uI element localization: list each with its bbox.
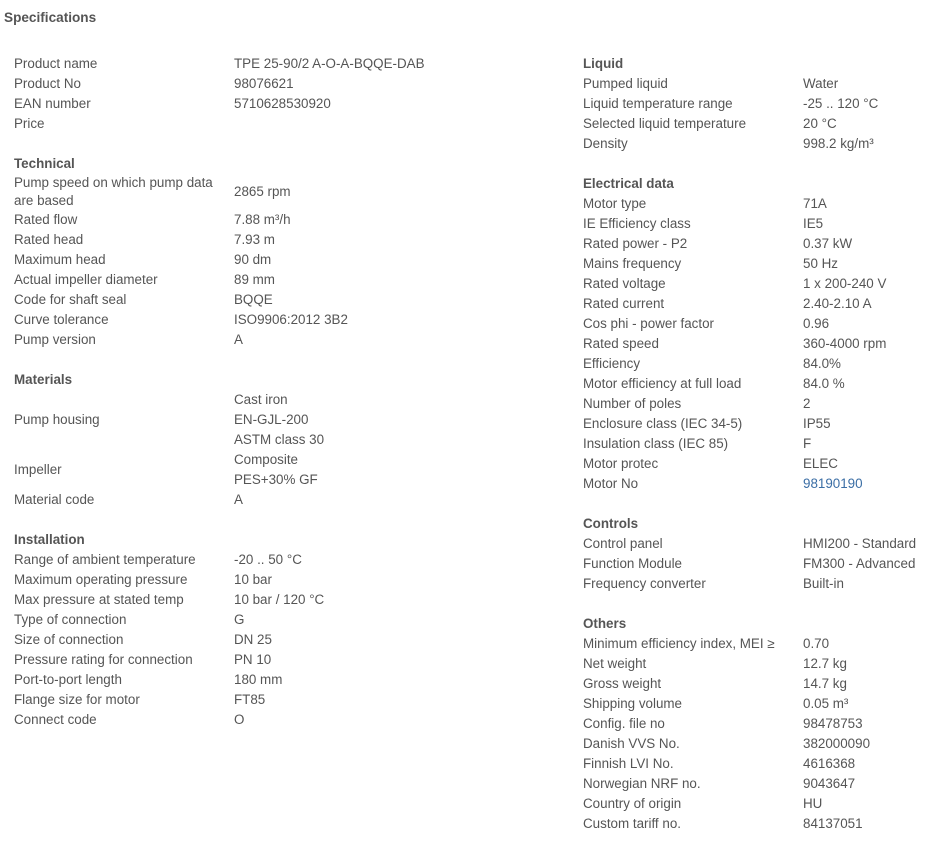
spec-values bbox=[803, 554, 923, 574]
spec-label: Pumped liquid bbox=[583, 76, 668, 91]
spec-label: Enclosure class (IEC 34-5) bbox=[583, 416, 743, 431]
spec-values bbox=[803, 674, 923, 694]
spec-value: 7.93 m bbox=[234, 232, 275, 247]
spec-label: Efficiency bbox=[583, 356, 641, 371]
spec-label: Rated power - P2 bbox=[583, 236, 688, 251]
spec-row bbox=[14, 174, 534, 210]
section-technical bbox=[14, 154, 534, 350]
spec-values bbox=[234, 54, 534, 74]
section-liquid bbox=[583, 54, 923, 154]
spec-value: 9043647 bbox=[803, 776, 856, 791]
spec-label: Pressure rating for connection bbox=[14, 652, 193, 667]
spec-row bbox=[583, 434, 923, 454]
spec-values bbox=[803, 194, 923, 214]
spec-values bbox=[803, 334, 923, 354]
spec-row bbox=[583, 634, 923, 654]
section-title: Installation bbox=[14, 532, 85, 547]
spec-row bbox=[583, 714, 923, 734]
spec-label: Net weight bbox=[583, 656, 647, 671]
spec-value: PN 10 bbox=[234, 652, 272, 667]
spec-value: 360-4000 rpm bbox=[803, 336, 887, 351]
spec-label: Actual impeller diameter bbox=[14, 272, 158, 287]
spec-row bbox=[14, 94, 534, 114]
section-title: Electrical data bbox=[583, 176, 674, 191]
spec-value: -25 .. 120 °C bbox=[803, 96, 879, 111]
spec-label: Cos phi - power factor bbox=[583, 316, 714, 331]
spec-values bbox=[234, 490, 534, 510]
spec-row bbox=[583, 774, 923, 794]
spec-value: 0.96 bbox=[803, 316, 830, 331]
spec-value: 98478753 bbox=[803, 716, 863, 731]
spec-row bbox=[14, 630, 534, 650]
spec-value: BQQE bbox=[234, 292, 273, 307]
spec-label: Motor No bbox=[583, 476, 639, 491]
spec-value: 180 mm bbox=[234, 672, 283, 687]
spec-row bbox=[14, 54, 534, 74]
spec-label: Curve tolerance bbox=[14, 312, 109, 327]
spec-row bbox=[583, 94, 923, 114]
spec-values bbox=[803, 414, 923, 434]
spec-row bbox=[14, 710, 534, 730]
spec-values bbox=[803, 74, 923, 94]
spec-row bbox=[14, 570, 534, 590]
spec-row bbox=[14, 550, 534, 570]
spec-label: Maximum head bbox=[14, 252, 106, 267]
spec-values bbox=[803, 134, 923, 154]
spec-values bbox=[234, 630, 534, 650]
spec-values bbox=[803, 94, 923, 114]
spec-label: Rated current bbox=[583, 296, 665, 311]
spec-values bbox=[234, 690, 534, 710]
spec-values bbox=[803, 214, 923, 234]
spec-value: 0.70 bbox=[803, 636, 830, 651]
spec-value: 5710628530920 bbox=[234, 96, 331, 111]
spec-label: Gross weight bbox=[583, 676, 662, 691]
spec-values bbox=[803, 454, 923, 474]
spec-values bbox=[234, 390, 534, 450]
spec-value: F bbox=[803, 436, 812, 451]
spec-value: 998.2 kg/m³ bbox=[803, 136, 874, 151]
section-controls bbox=[583, 514, 923, 594]
spec-label: Config. file no bbox=[583, 716, 665, 731]
spec-value: 2 bbox=[803, 396, 811, 411]
spec-value: HU bbox=[803, 796, 823, 811]
spec-label: Shipping volume bbox=[583, 696, 683, 711]
spec-row bbox=[583, 674, 923, 694]
spec-row bbox=[583, 114, 923, 134]
spec-row bbox=[14, 310, 534, 330]
spec-value: 0.05 m³ bbox=[803, 696, 849, 711]
spec-values bbox=[234, 670, 534, 690]
spec-row bbox=[583, 134, 923, 154]
spec-label: Finnish LVI No. bbox=[583, 756, 674, 771]
spec-value: 50 Hz bbox=[803, 256, 838, 271]
spec-row bbox=[14, 590, 534, 610]
spec-value: 90 dm bbox=[234, 252, 272, 267]
spec-row bbox=[14, 490, 534, 510]
spec-label: EAN number bbox=[14, 96, 91, 111]
spec-values bbox=[803, 694, 923, 714]
section-general bbox=[14, 54, 534, 134]
spec-label: Product name bbox=[14, 56, 98, 71]
spec-label: Selected liquid temperature bbox=[583, 116, 747, 131]
left-column bbox=[14, 54, 534, 750]
spec-value: 2.40-2.10 A bbox=[803, 296, 872, 311]
spec-value: ISO9906:2012 3B2 bbox=[234, 312, 348, 327]
spec-label: Minimum efficiency index, MEI ≥ bbox=[583, 636, 775, 651]
spec-values bbox=[234, 610, 534, 630]
spec-label: Pump speed on which pump data are based bbox=[14, 175, 213, 208]
spec-values bbox=[803, 574, 923, 594]
spec-row bbox=[583, 554, 923, 574]
spec-values bbox=[803, 654, 923, 674]
spec-values bbox=[803, 394, 923, 414]
spec-label: Rated head bbox=[14, 232, 84, 247]
spec-label: Connect code bbox=[14, 712, 97, 727]
spec-values bbox=[803, 434, 923, 454]
spec-label: Motor efficiency at full load bbox=[583, 376, 742, 391]
spec-label: Impeller bbox=[14, 462, 62, 477]
spec-label: Pump housing bbox=[14, 412, 100, 427]
spec-row bbox=[14, 670, 534, 690]
spec-value: Composite bbox=[234, 452, 299, 467]
spec-value: 12.7 kg bbox=[803, 656, 847, 671]
spec-row bbox=[14, 610, 534, 630]
spec-value: FT85 bbox=[234, 692, 266, 707]
spec-values bbox=[234, 710, 534, 730]
spec-label: Liquid temperature range bbox=[583, 96, 733, 111]
spec-value: 7.88 m³/h bbox=[234, 212, 291, 227]
spec-label: Function Module bbox=[583, 556, 682, 571]
spec-values bbox=[234, 250, 534, 270]
spec-row bbox=[583, 574, 923, 594]
spec-label: Maximum operating pressure bbox=[14, 572, 188, 587]
spec-value: DN 25 bbox=[234, 632, 272, 647]
spec-row bbox=[583, 414, 923, 434]
spec-values bbox=[234, 182, 534, 202]
spec-label: Danish VVS No. bbox=[583, 736, 680, 751]
spec-value: 1 x 200-240 V bbox=[803, 276, 887, 291]
spec-values bbox=[234, 570, 534, 590]
spec-row bbox=[583, 534, 923, 554]
spec-label: Norwegian NRF no. bbox=[583, 776, 701, 791]
spec-label: Rated flow bbox=[14, 212, 78, 227]
spec-value: 14.7 kg bbox=[803, 676, 847, 691]
spec-values bbox=[803, 274, 923, 294]
spec-values bbox=[803, 354, 923, 374]
spec-row bbox=[583, 274, 923, 294]
spec-values bbox=[234, 450, 534, 490]
right-column bbox=[583, 54, 923, 854]
spec-value: IE5 bbox=[803, 216, 824, 231]
spec-row bbox=[583, 214, 923, 234]
spec-row bbox=[14, 390, 534, 450]
spec-value: 84.0 % bbox=[803, 376, 845, 391]
section-title: Liquid bbox=[583, 56, 624, 71]
spec-values bbox=[234, 74, 534, 94]
spec-row bbox=[14, 270, 534, 290]
spec-row bbox=[14, 230, 534, 250]
spec-label: Flange size for motor bbox=[14, 692, 140, 707]
spec-row bbox=[583, 694, 923, 714]
spec-value: PES+30% GF bbox=[234, 472, 318, 487]
spec-label: Max pressure at stated temp bbox=[14, 592, 184, 607]
spec-value: 71A bbox=[803, 196, 827, 211]
spec-values bbox=[234, 310, 534, 330]
spec-row bbox=[583, 794, 923, 814]
motor-number-link[interactable]: 98190190 bbox=[803, 476, 863, 491]
spec-row bbox=[583, 654, 923, 674]
spec-row bbox=[583, 354, 923, 374]
spec-label: Density bbox=[583, 136, 628, 151]
spec-values bbox=[234, 650, 534, 670]
spec-row bbox=[583, 254, 923, 274]
spec-row bbox=[583, 734, 923, 754]
spec-values bbox=[803, 314, 923, 334]
spec-values bbox=[234, 550, 534, 570]
spec-row bbox=[583, 814, 923, 834]
spec-label: Motor type bbox=[583, 196, 647, 211]
spec-row bbox=[14, 74, 534, 94]
spec-row bbox=[14, 690, 534, 710]
spec-row bbox=[583, 334, 923, 354]
spec-value: EN-GJL-200 bbox=[234, 412, 309, 427]
spec-values bbox=[803, 794, 923, 814]
spec-value: -20 .. 50 °C bbox=[234, 552, 302, 567]
spec-values bbox=[234, 94, 534, 114]
spec-label: Size of connection bbox=[14, 632, 124, 647]
spec-value: 4616368 bbox=[803, 756, 856, 771]
spec-values bbox=[803, 374, 923, 394]
spec-value: 84.0% bbox=[803, 356, 841, 371]
spec-value: HMI200 - Standard bbox=[803, 536, 917, 551]
spec-row bbox=[583, 454, 923, 474]
section-materials bbox=[14, 370, 534, 510]
spec-row bbox=[14, 210, 534, 230]
spec-value: Built-in bbox=[803, 576, 844, 591]
spec-value: FM300 - Advanced bbox=[803, 556, 916, 571]
section-title: Technical bbox=[14, 156, 75, 171]
spec-label: Pump version bbox=[14, 332, 96, 347]
spec-value: A bbox=[234, 332, 243, 347]
spec-label: Product No bbox=[14, 76, 81, 91]
spec-values bbox=[803, 714, 923, 734]
spec-row bbox=[14, 450, 534, 490]
spec-values bbox=[803, 774, 923, 794]
spec-value: ASTM class 30 bbox=[234, 432, 325, 447]
spec-label: Country of origin bbox=[583, 796, 682, 811]
spec-value: O bbox=[234, 712, 245, 727]
spec-label: Insulation class (IEC 85) bbox=[583, 436, 729, 451]
section-others bbox=[583, 614, 923, 834]
spec-value: A bbox=[234, 492, 243, 507]
spec-label: Mains frequency bbox=[583, 256, 682, 271]
spec-values bbox=[803, 234, 923, 254]
section-title: Others bbox=[583, 616, 627, 631]
spec-value: ELEC bbox=[803, 456, 838, 471]
spec-label: Rated voltage bbox=[583, 276, 666, 291]
spec-row bbox=[583, 314, 923, 334]
spec-label: IE Efficiency class bbox=[583, 216, 691, 231]
spec-label: Frequency converter bbox=[583, 576, 706, 591]
page-title: Specifications bbox=[4, 10, 97, 25]
spec-values bbox=[803, 634, 923, 654]
spec-value: Cast iron bbox=[234, 392, 288, 407]
spec-row bbox=[583, 474, 923, 494]
spec-value: 89 mm bbox=[234, 272, 275, 287]
spec-values bbox=[803, 814, 923, 834]
section-installation bbox=[14, 530, 534, 730]
spec-value: 0.37 kW bbox=[803, 236, 853, 251]
section-electrical-data bbox=[583, 174, 923, 494]
spec-label: Number of poles bbox=[583, 396, 682, 411]
spec-values bbox=[803, 254, 923, 274]
spec-label: Port-to-port length bbox=[14, 672, 122, 687]
spec-row bbox=[14, 330, 534, 350]
spec-row bbox=[14, 114, 534, 134]
spec-values bbox=[234, 270, 534, 290]
spec-value: G bbox=[234, 612, 245, 627]
spec-value: IP55 bbox=[803, 416, 831, 431]
spec-values bbox=[803, 734, 923, 754]
spec-row bbox=[583, 294, 923, 314]
spec-label: Code for shaft seal bbox=[14, 292, 127, 307]
spec-values bbox=[803, 474, 923, 494]
spec-values bbox=[803, 534, 923, 554]
spec-value: 10 bar / 120 °C bbox=[234, 592, 325, 607]
spec-values bbox=[803, 754, 923, 774]
section-title: Controls bbox=[583, 516, 639, 531]
spec-row bbox=[14, 290, 534, 310]
spec-value: 382000090 bbox=[803, 736, 871, 751]
spec-label: Price bbox=[14, 116, 45, 131]
spec-value: 10 bar bbox=[234, 572, 272, 587]
spec-values bbox=[234, 590, 534, 610]
spec-row bbox=[583, 74, 923, 94]
spec-value: 2865 rpm bbox=[234, 184, 291, 199]
spec-row bbox=[583, 194, 923, 214]
spec-value: 98076621 bbox=[234, 76, 294, 91]
spec-label: Control panel bbox=[583, 536, 663, 551]
spec-label: Rated speed bbox=[583, 336, 659, 351]
spec-values bbox=[803, 114, 923, 134]
spec-label: Custom tariff no. bbox=[583, 816, 681, 831]
spec-values bbox=[234, 330, 534, 350]
spec-values bbox=[234, 230, 534, 250]
spec-row bbox=[14, 650, 534, 670]
spec-value: 20 °C bbox=[803, 116, 837, 131]
spec-row bbox=[14, 250, 534, 270]
spec-label: Material code bbox=[14, 492, 95, 507]
spec-row bbox=[583, 374, 923, 394]
spec-label: Range of ambient temperature bbox=[14, 552, 196, 567]
spec-label: Type of connection bbox=[14, 612, 127, 627]
spec-value: 84137051 bbox=[803, 816, 863, 831]
spec-values bbox=[234, 210, 534, 230]
spec-row bbox=[583, 394, 923, 414]
spec-values bbox=[803, 294, 923, 314]
spec-value: Water bbox=[803, 76, 839, 91]
spec-row bbox=[583, 754, 923, 774]
spec-label: Motor protec bbox=[583, 456, 659, 471]
section-title: Materials bbox=[14, 372, 73, 387]
spec-row bbox=[583, 234, 923, 254]
spec-values bbox=[234, 290, 534, 310]
spec-value: TPE 25-90/2 A-O-A-BQQE-DAB bbox=[234, 56, 425, 71]
